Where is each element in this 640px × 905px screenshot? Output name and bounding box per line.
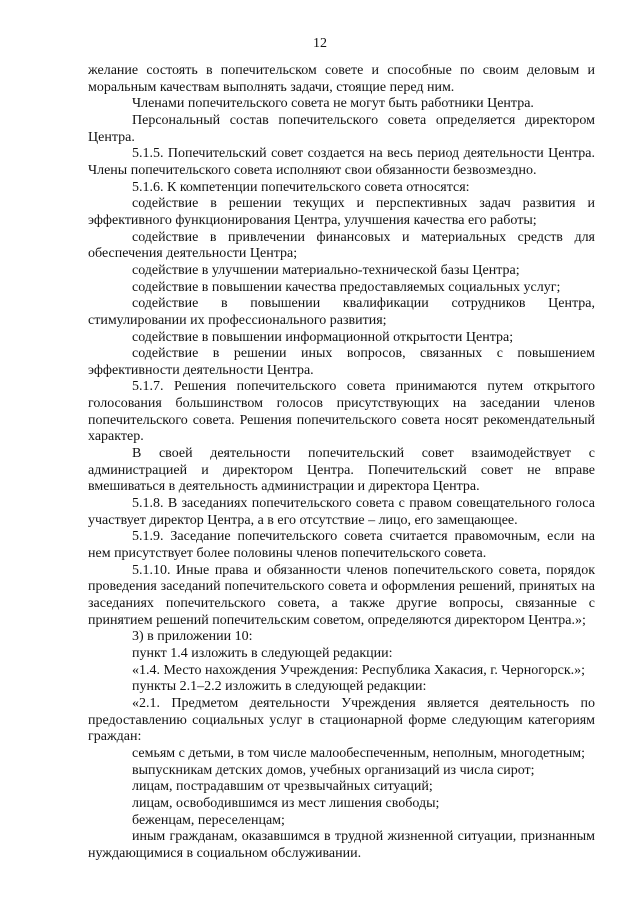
paragraph: В своей деятельности попечительский совет взаимодействует с администрацией и директором Центра. Попечительский совет не вправе вмешиваться в деятельность администрации и директора Центра. [88, 446, 595, 495]
paragraph: пункты 2.1–2.2 изложить в следующей редакции: [132, 679, 427, 695]
document-body [88, 63, 595, 863]
paragraph: выпускникам детских домов, учебных организаций из числа сирот; [132, 762, 535, 778]
paragraph: 5.1.5. Попечительский совет создается на весь период деятельности Центра. Члены попечительского совета исполняют свои обязанности безвозмездно. [88, 146, 595, 178]
paragraph: иным гражданам, оказавшимся в трудной жизненной ситуации, признанным нуждающимися в социальном обслуживании. [88, 829, 595, 861]
paragraph: содействие в повышении информационной открытости Центра; [132, 329, 514, 345]
paragraph: 5.1.6. К компетенции попечительского совета относятся: [132, 179, 470, 195]
paragraph: лицам, освободившимся из мест лишения свободы; [132, 795, 440, 811]
paragraph: содействие в решении текущих и перспективных задач развития и эффективного функционирования Центра, улучшения качества его работы; [88, 196, 595, 228]
paragraph: содействие в решении иных вопросов, связанных с повышением эффективности деятельности Центра. [88, 346, 595, 378]
paragraph: семьям с детьми, в том числе малообеспеченным, неполным, многодетным; [132, 745, 585, 761]
paragraph: Членами попечительского совета не могут быть работники Центра. [132, 96, 534, 112]
paragraph: 5.1.8. В заседаниях попечительского совета с правом совещательного голоса участвует директор Центра, а в его отсутствие – лицо, его замещающее. [88, 496, 595, 528]
paragraph: «2.1. Предметом деятельности Учреждения является деятельность по предоставлению социальных услуг в стационарной форме следующим категориям граждан: [88, 695, 595, 745]
paragraph: пункт 1.4 изложить в следующей редакции: [132, 645, 393, 661]
paragraph: 3) в приложении 10: [132, 629, 253, 645]
paragraph: 5.1.9. Заседание попечительского совета считается правомочным, если на нем присутствует более половины членов попечительского совета. [88, 529, 595, 562]
paragraph: содействие в привлечении финансовых и материальных средств для обеспечения деятельности Центра; [88, 229, 595, 262]
page-number: 12 [313, 36, 327, 51]
paragraph: беженцам, переселенцам; [132, 812, 285, 828]
paragraph: желание состоять в попечительском совете и способные по своим деловым и моральным качествам выполнять задачи, стоящие перед ним. [88, 63, 595, 95]
paragraph: содействие в повышении квалификации сотрудников Центра, стимулировании их профессионального развития; [88, 296, 595, 328]
paragraph: Персональный состав попечительского совета определяется директором Центра. [88, 112, 595, 145]
paragraph: содействие в улучшении материально-технической базы Центра; [132, 262, 520, 278]
paragraph: 5.1.7. Решения попечительского совета принимаются путем открытого голосования большинством голосов присутствующих на заседании членов попечительского совета. Решения попечительского совета носят рекомендательный характер. [88, 379, 595, 445]
paragraph: 5.1.10. Иные права и обязанности членов попечительского совета, порядок проведения заседаний попечительского совета и оформления решений, принятых на заседаниях попечительского совета, а также другие вопросы, связанные с принятием решений попечительским советом, определяются директором Центра.»; [88, 562, 595, 628]
paragraph: «1.4. Место нахождения Учреждения: Республика Хакасия, г. Черногорск.»; [132, 662, 586, 678]
paragraph: лицам, пострадавшим от чрезвычайных ситуаций; [132, 779, 433, 795]
paragraph: содействие в повышении качества предоставляемых социальных услуг; [132, 279, 561, 295]
